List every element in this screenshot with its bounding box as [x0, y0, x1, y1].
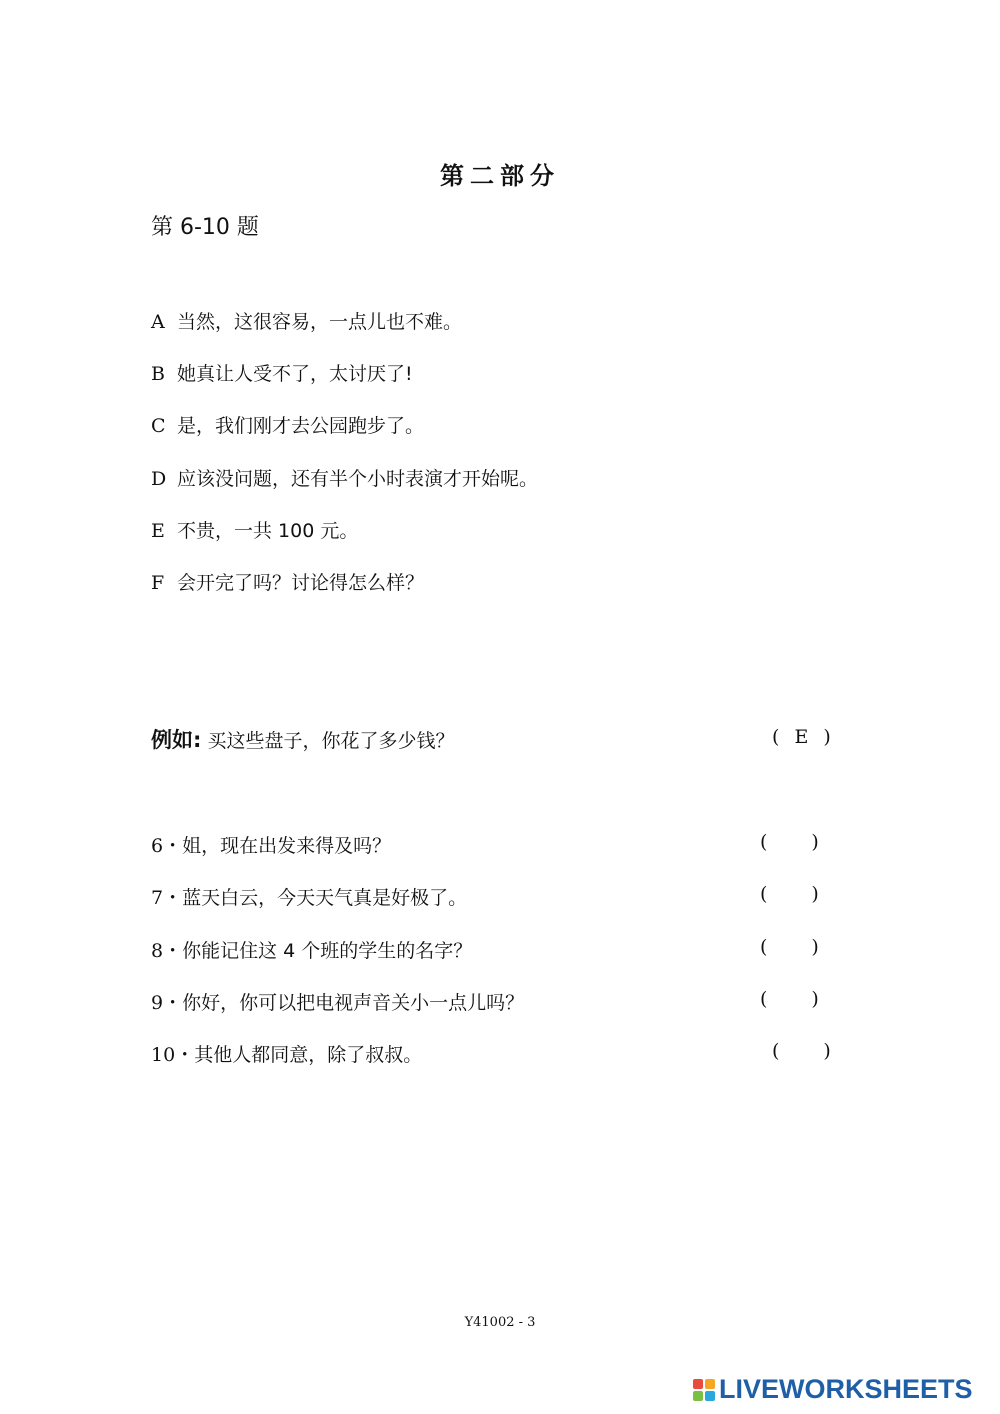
bracket-open: ( [772, 726, 780, 748]
liveworksheets-watermark [693, 1374, 973, 1405]
logo-block [705, 1391, 715, 1401]
logo-block [693, 1391, 703, 1401]
question-separator: ・ [163, 835, 183, 857]
option-text: 是，我们刚才去公园跑步了。 [177, 415, 425, 437]
question-text: 其他人都同意，除了叔叔。 [194, 1044, 423, 1066]
bracket-open: ( [760, 988, 768, 1010]
logo-block [705, 1379, 715, 1389]
question-item [151, 936, 472, 963]
example-text: 买这些盘子，你花了多少钱？ [207, 730, 455, 752]
option-letter: B [151, 363, 165, 385]
example-answer: E [794, 726, 809, 748]
question-item [151, 883, 467, 910]
question-separator: ・ [163, 992, 183, 1014]
question-number: 9 [151, 992, 164, 1014]
bracket-close: ) [811, 883, 819, 905]
option-text: 她真让人受不了，太讨厌了! [177, 363, 413, 385]
question-number: 6 [151, 835, 164, 857]
question-separator: ・ [175, 1044, 195, 1066]
question-text: 姐，现在出发来得及吗？ [182, 835, 392, 857]
question-separator: ・ [163, 940, 183, 962]
option-e [151, 516, 358, 543]
bracket-close: ) [823, 726, 831, 748]
bracket-open: ( [760, 831, 768, 853]
bracket-close: ) [811, 831, 819, 853]
question-range: 第 6-10 题 [151, 215, 259, 240]
question-item [151, 831, 391, 858]
question-item [151, 988, 524, 1015]
question-text: 你能记住这 4 个班的学生的名字？ [182, 940, 473, 962]
bracket-open: ( [760, 936, 768, 958]
logo-block [693, 1379, 703, 1389]
bracket-open: ( [772, 1040, 780, 1062]
option-a [151, 307, 462, 334]
option-f [151, 568, 424, 595]
bracket-close: ) [811, 988, 819, 1010]
option-b [151, 359, 413, 386]
option-text: 会开完了吗？讨论得怎么样？ [177, 572, 425, 594]
option-text: 当然，这很容易，一点儿也不难。 [177, 311, 463, 333]
answer-slot[interactable] [772, 1040, 831, 1062]
question-number: 10 [151, 1044, 176, 1066]
option-c [151, 411, 424, 438]
option-d [151, 464, 538, 491]
option-text: 应该没问题，还有半个小时表演才开始呢。 [177, 468, 539, 490]
bracket-close: ) [811, 936, 819, 958]
option-letter: F [151, 572, 165, 594]
answer-slot[interactable] [760, 831, 819, 853]
answer-slot[interactable] [760, 936, 819, 958]
question-number: 7 [151, 887, 164, 909]
watermark-text: LIVEWORKSHEETS [719, 1374, 973, 1404]
example-question [151, 724, 454, 754]
question-text: 你好，你可以把电视声音关小一点儿吗？ [182, 992, 525, 1014]
question-text: 蓝天白云，今天天气真是好极了。 [182, 887, 468, 909]
example-answer-slot [772, 726, 831, 748]
example-label: 例如: [151, 728, 202, 752]
question-item [151, 1040, 422, 1067]
question-number: 8 [151, 940, 164, 962]
bracket-open: ( [760, 883, 768, 905]
option-letter: D [151, 468, 167, 490]
option-letter: E [151, 520, 165, 542]
bracket-close: ) [823, 1040, 831, 1062]
answer-slot[interactable] [760, 883, 819, 905]
option-text: 不贵，一共 100 元。 [177, 520, 359, 542]
section-title: 第二部分 [440, 162, 560, 190]
option-letter: C [151, 415, 166, 437]
page-footer: Y41002 - 3 [464, 1315, 536, 1330]
option-letter: A [151, 311, 165, 333]
answer-slot[interactable] [760, 988, 819, 1010]
question-separator: ・ [163, 887, 183, 909]
liveworksheets-logo-icon [693, 1379, 715, 1401]
